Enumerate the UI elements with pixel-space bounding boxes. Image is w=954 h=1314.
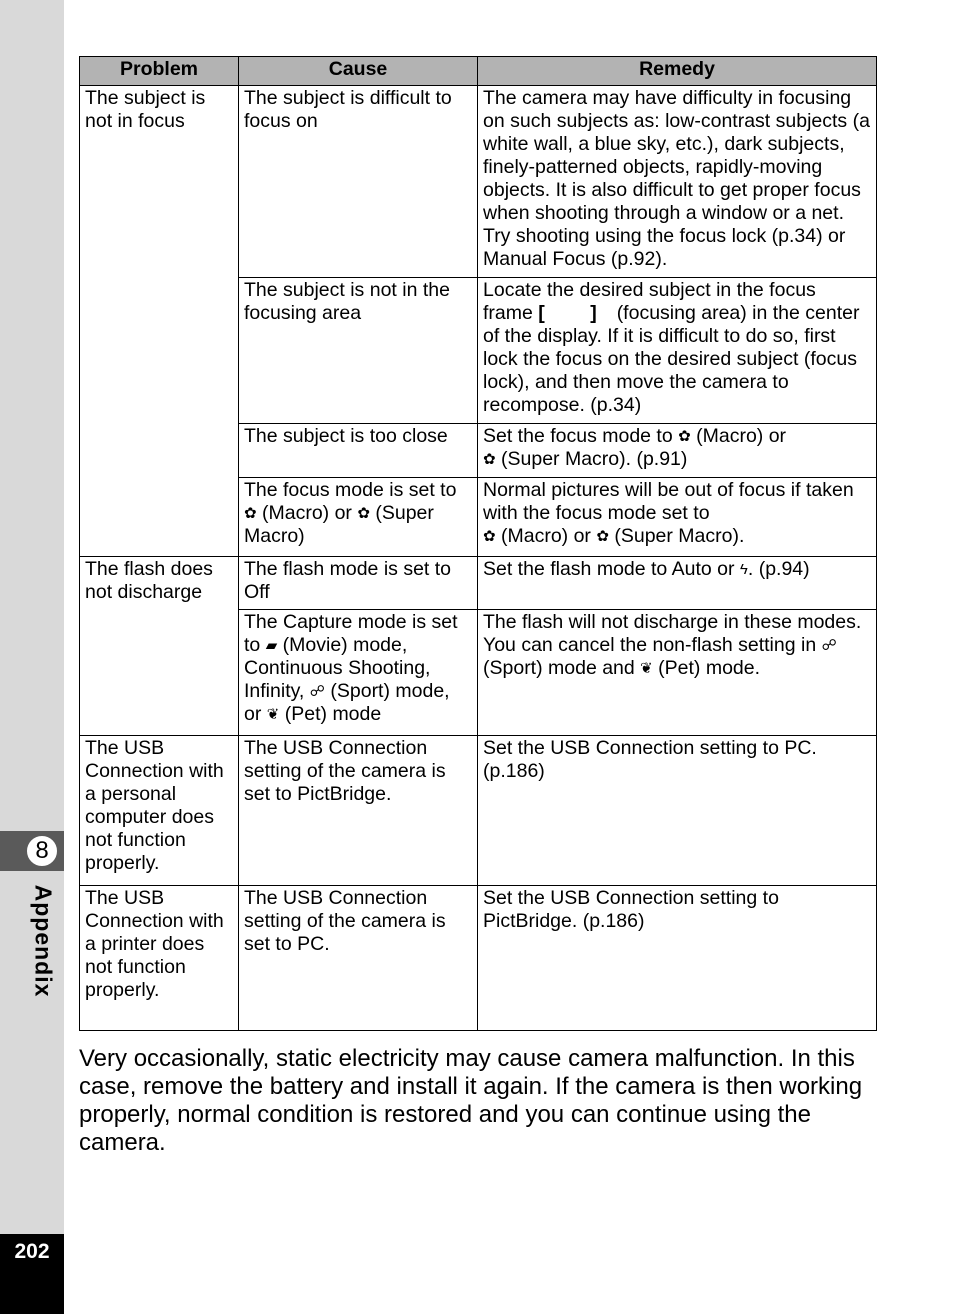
remedy-text: (focusing area) in the center of the display. If it is difficult to do so, first lock the focus on the desired subject (focus lock), and then move the camera to recompose. (p.34) (483, 302, 860, 416)
remedy-text: (Super Macro). (p.91) (501, 448, 688, 470)
remedy-cell (478, 478, 877, 557)
chapter-number: 8 (25, 834, 59, 868)
cause-text: The focus mode is set to (244, 479, 457, 501)
remedy-text: The flash will not discharge in these modes. You can cancel the non-flash setting in (483, 611, 862, 656)
header-cause: Cause (239, 57, 478, 86)
cause-cell: The flash mode is set to Off (239, 557, 478, 610)
cause-text: (Pet) mode (284, 703, 382, 725)
cause-cell (239, 610, 478, 736)
macro-flower-icon: ✿ (678, 428, 691, 445)
sidebar-strip (0, 0, 64, 1314)
movie-mode-icon: ▰ (265, 637, 278, 654)
table-row (80, 736, 877, 886)
header-problem: Problem (80, 57, 239, 86)
header-remedy: Remedy (478, 57, 877, 86)
problem-cell: The USB Connection with a personal computer does not function properly. (80, 736, 239, 886)
chapter-title: Appendix (30, 884, 57, 998)
cause-text: (Super Macro) (244, 502, 434, 547)
remedy-text: (Sport) mode and (483, 657, 635, 679)
macro-flower-icon: ✿ (244, 505, 257, 522)
cause-cell: The USB Connection setting of the camera is set to PC. (239, 886, 478, 1031)
remedy-text: . (p.94) (747, 558, 810, 580)
remedy-cell (478, 278, 877, 424)
cause-text: (Sport) mode, or (244, 680, 450, 725)
cause-cell: The subject is difficult to focus on (239, 86, 478, 278)
remedy-cell (478, 424, 877, 478)
sport-mode-icon: ☍ (821, 637, 837, 654)
troubleshooting-table (79, 56, 877, 1031)
remedy-cell: The camera may have difficulty in focusing on such subjects as: low-contrast subjects (a white wall, a blue sky, etc.), dark subjects, finely-patterned objects, rapidly-moving objects. It is also difficult to get proper focus when shooting through a window or a net. Try shooting using the focus lock (p.34) or Manual Focus (p.92). (478, 86, 877, 278)
problem-cell: The USB Connection with a printer does not function properly. (80, 886, 239, 1031)
macro-flower-icon: ✿ (483, 528, 496, 545)
pet-mode-icon: ❦ (640, 660, 653, 677)
remedy-text: Locate the desired subject in the focus frame (483, 279, 816, 324)
pet-mode-icon: ❦ (266, 706, 280, 723)
super-macro-icon: ✿ (357, 505, 370, 522)
remedy-cell: Set the USB Connection setting to PictBridge. (p.186) (478, 886, 877, 1031)
static-electricity-note: Very occasionally, static electricity may cause camera malfunction. In this case, remove the battery and install it again. If the camera is then working properly, normal condition is restored and you can continue using the camera. (79, 1045, 863, 1156)
table-row (80, 86, 877, 278)
table-row (80, 886, 877, 1031)
remedy-text: (Super Macro). (614, 525, 745, 547)
table-header-row (80, 57, 877, 86)
remedy-text: (Macro) or (501, 525, 591, 547)
sport-mode-icon: ☍ (309, 683, 325, 700)
remedy-cell (478, 557, 877, 610)
remedy-text: Set the focus mode to (483, 425, 673, 447)
cause-text: (Movie) mode, Continuous Shooting, Infinity, (244, 634, 431, 702)
cause-cell: The subject is not in the focusing area (239, 278, 478, 424)
cause-cell (239, 478, 478, 557)
remedy-text: Normal pictures will be out of focus if taken with the focus mode set to (483, 479, 854, 524)
focus-frame-icon: [ ] (538, 302, 617, 324)
flash-on-icon: ϟ (739, 561, 748, 578)
cause-text: (Macro) or (262, 502, 352, 524)
super-macro-icon: ✿ (483, 451, 496, 468)
page-number: 202 (14, 1240, 50, 1263)
remedy-text: Set the flash mode to Auto or (483, 558, 735, 580)
cause-cell: The USB Connection setting of the camera is set to PictBridge. (239, 736, 478, 886)
cause-text: The Capture mode is set to (244, 611, 458, 656)
problem-cell: The subject is not in focus (80, 86, 239, 557)
table-row (80, 557, 877, 610)
remedy-text: (Macro) or (696, 425, 787, 447)
remedy-text: (Pet) mode. (658, 657, 761, 679)
super-macro-icon: ✿ (596, 528, 609, 545)
remedy-cell: Set the USB Connection setting to PC. (p.186) (478, 736, 877, 886)
problem-cell: The flash does not discharge (80, 557, 239, 736)
remedy-cell (478, 610, 877, 736)
cause-cell: The subject is too close (239, 424, 478, 478)
